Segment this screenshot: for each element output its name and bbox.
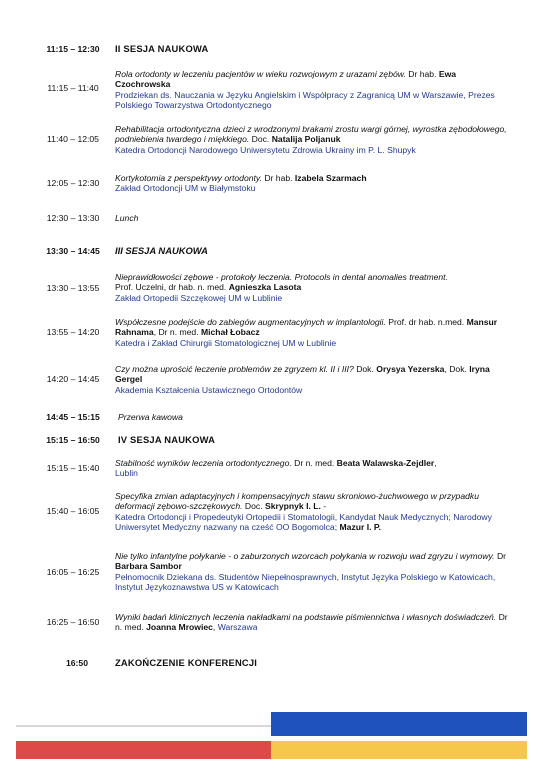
talk-entry bbox=[115, 317, 510, 348]
footer-divider-line bbox=[16, 725, 271, 727]
affiliation: Zakład Ortopedii Szczękowej UM w Lublinie bbox=[115, 292, 283, 303]
time-range: 11:15 – 11:40 bbox=[47, 83, 99, 93]
talk-title: Czy można uprościć leczenie problemów ze zgryzem kl. II i III? bbox=[115, 364, 354, 374]
footer-red-bar bbox=[16, 741, 271, 759]
time-range: 15:15 – 16:50 bbox=[46, 435, 100, 445]
author-prefix: Dr hab. bbox=[261, 173, 295, 183]
talk-title: Wyniki badań klinicznych leczenia nakładkami na podstawie piśmiennictwa i własnych doświadczeń. bbox=[115, 612, 497, 622]
talk-entry: Specyfika zmian adaptacyjnych i kompensacyjnych stawu skroniowo-żuchwowego w przypadku deformacji zębowo-szczękowych. Doc. Skrypnyk I. L. - Katedra Ortodoncji i Propedeutyki Ortopedii i Stomatologii, Kandydat Nauk Medycznych; Narodowy Uniwersytet Medyczny nazwany na cześć OO Bogomolca; Mazur I. P. bbox=[115, 491, 492, 533]
author-prefix: Dok. bbox=[353, 364, 377, 374]
author-name: Ewa Czochrowska bbox=[115, 69, 457, 90]
time-range: 12:05 – 12:30 bbox=[46, 178, 100, 188]
time-range: 16:50 bbox=[66, 658, 88, 668]
time-range: 14:20 – 14:45 bbox=[46, 374, 100, 384]
affiliation: Pełnomocnik Dziekana ds. Studentów Niepełnosprawnych, Instytut Języka Polskiego w Katowicach, Instytut Językoznawstwa US w Katowicach bbox=[115, 571, 496, 593]
author-name: Orysya Yezerska bbox=[376, 364, 445, 374]
author-name: Joanna Mrowiec bbox=[146, 622, 213, 633]
author-separator: , Dok. bbox=[444, 364, 470, 374]
time-range: 13:30 – 13:55 bbox=[46, 283, 100, 293]
author-name: Agnieszka Lasota bbox=[228, 282, 302, 293]
time-range: 12:30 – 13:30 bbox=[46, 213, 100, 223]
talk-entry: Stabilność wyników leczenia ortodontycznego. Dr n. med. Beata Walawska-Zejdler, Lublin bbox=[115, 458, 437, 479]
author-name: Michał Łobacz bbox=[200, 327, 260, 338]
footer-yellow-bar bbox=[271, 741, 527, 759]
time-range: 11:15 – 12:30 bbox=[46, 44, 100, 54]
affiliation: Prodziekan ds. Nauczania w Języku Angielskim i Współpracy z Zagranicą UM w Warszawie, Prezes Polskiego Towarzystwa Ortodontycznego bbox=[115, 89, 495, 111]
author-prefix: Dr n. med. bbox=[291, 458, 337, 468]
talk-entry bbox=[115, 272, 510, 303]
talk-title: Współczesne podejście do zabiegów augmentacyjnych w implantologii. bbox=[115, 317, 386, 327]
affiliation: Zakład Ortodoncji UM w Białymstoku bbox=[115, 183, 256, 194]
author-name: Natalija Poljanuk bbox=[271, 134, 341, 145]
time-range: 13:55 – 14:20 bbox=[46, 327, 100, 337]
talk-title: Kortykotomia z perspektywy ortodonty. bbox=[115, 173, 262, 183]
author-prefix: Dr n. med. bbox=[115, 612, 508, 633]
lunch-break: Lunch bbox=[115, 213, 139, 223]
time-range: 13:30 – 14:45 bbox=[46, 246, 100, 256]
talk-title: Specyfika zmian adaptacyjnych i kompensacyjnych stawu skroniowo-żuchwowego w przypadku deformacji zębowo-szczękowych. bbox=[115, 491, 479, 512]
affiliation: Warszawa bbox=[217, 622, 258, 633]
author-separator: , Dr n. med. bbox=[153, 327, 201, 338]
author-prefix: Doc. bbox=[242, 501, 265, 512]
author-prefix: Doc. bbox=[249, 134, 272, 145]
time-range: 16:25 – 16:50 bbox=[46, 617, 100, 627]
closing-heading: ZAKOŃCZENIE KONFERENCJI bbox=[115, 657, 258, 668]
author-name: Mazur I. P. bbox=[339, 522, 381, 533]
talk-entry: Wyniki badań klinicznych leczenia nakładkami na podstawie piśmiennictwa i własnych doświadczeń. Dr n. med. Joanna Mrowiec, Warszawa bbox=[115, 612, 508, 633]
session-heading: III SESJA NAUKOWA bbox=[115, 245, 208, 256]
affiliation: Katedra Ortodoncji i Propedeutyki Ortopedii i Stomatologii, Kandydat Nauk Medycznych; Narodowy Uniwersytet Medyczny nazwany na cześć OO Bogomolca; bbox=[115, 511, 492, 533]
author-name: Iryna Gergel bbox=[115, 364, 490, 385]
author-prefix: Dr hab. bbox=[405, 69, 439, 79]
talk-entry bbox=[115, 124, 510, 155]
talk-title: Stabilność wyników leczenia ortodontycznego. bbox=[115, 458, 292, 468]
talk-entry bbox=[115, 69, 510, 111]
time-range: 14:45 – 15:15 bbox=[46, 412, 100, 422]
talk-entry bbox=[115, 551, 510, 593]
author-name: Mansur Rahnama bbox=[115, 317, 498, 338]
time-range: 11:40 – 12:05 bbox=[47, 134, 99, 144]
coffee-break: Przerwa kawowa bbox=[118, 412, 183, 422]
talk-title: Rola ortodonty w leczeniu pacjentów w wieku rozwojowym z urazami zębów. bbox=[115, 69, 406, 79]
talk-title: Nie tylko infantylne połykanie - o zaburzonych wzorcach połykania w rozwoju wad zgryzu i wymowy. bbox=[115, 551, 495, 561]
author-prefix: Prof. Uczelni, dr hab. n. med. bbox=[115, 282, 229, 293]
talk-title: Rehabilitacja ortodontyczna dzieci z wrodzonymi brakami zrostu wargi górnej, wyrostka zębodołowego, podniebienia twardego i miękkiego. bbox=[115, 124, 507, 145]
affiliation: Katedra Ortodoncji Narodowego Uniwersytetu Zdrowia Ukrainy im P. L. Shupyk bbox=[115, 144, 416, 155]
author-name: Skrypnyk I. L. bbox=[264, 501, 321, 512]
author-prefix: Dr bbox=[494, 551, 507, 561]
author-prefix: Prof. dr hab. n.med. bbox=[385, 317, 467, 327]
author-name: Izabela Szarmach bbox=[294, 173, 367, 183]
session-heading: II SESJA NAUKOWA bbox=[115, 43, 209, 54]
affiliation: Katedra i Zakład Chirurgii Stomatologicznej UM w Lublinie bbox=[115, 337, 337, 348]
author-name: Barbara Sambor bbox=[115, 561, 182, 572]
footer-blue-bar bbox=[271, 712, 527, 736]
time-range: 15:40 – 16:05 bbox=[46, 506, 100, 516]
affiliation: Akademia Kształcenia Ustawicznego Ortodontów bbox=[115, 384, 303, 395]
talk-title: Nieprawidłowości zębowe - protokoły leczenia. Protocols in dental anomalies treatment. bbox=[115, 272, 448, 282]
talk-entry bbox=[115, 364, 510, 395]
time-range: 15:15 – 15:40 bbox=[46, 463, 100, 473]
time-range: 16:05 – 16:25 bbox=[46, 567, 100, 577]
session-heading: IV SESJA NAUKOWA bbox=[118, 434, 216, 445]
author-name: Beata Walawska-Zejdler bbox=[336, 458, 435, 468]
affiliation: Lublin bbox=[115, 468, 138, 479]
talk-entry bbox=[115, 173, 510, 194]
